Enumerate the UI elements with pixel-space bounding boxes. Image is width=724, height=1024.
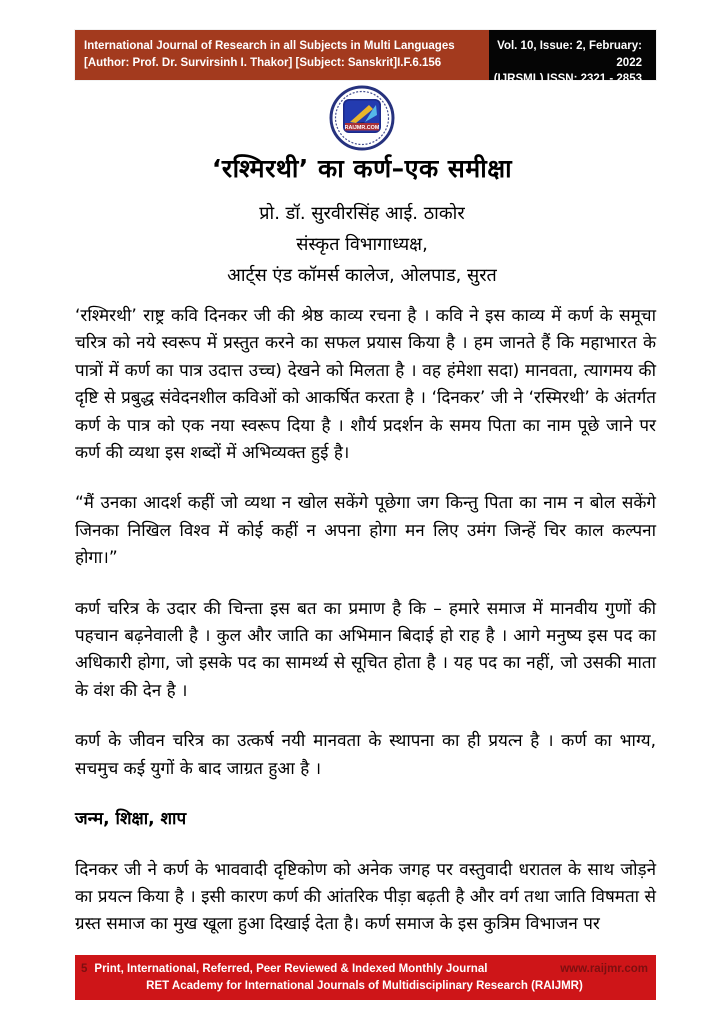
footer-line1 [81, 961, 648, 978]
author-designation: संस्कृत विभागाध्यक्ष, [296, 234, 428, 255]
footer-journal-type: Print, International, Referred, Peer Reviewed & Indexed Monthly Journal [94, 963, 488, 975]
footer-website: www.raijmr.com [560, 963, 648, 975]
body-paragraph-1: ‘रश्मिरथी’ राष्ट्र कवि दिनकर जी की श्रेष्ठ काव्य रचना है । कवि ने इस काव्य में कर्ण के समूचा चरित्र को नये स्वरूप में प्रस्तुत करने का सफल प्रयास किया है । हम जानते हैं कि महाभारत के पात्रों में कर्ण का पात्र उदात्त उच्च) देखने को मिलता है । वह हंमेशा सदा) मानवता, त्यागमय की दृष्टि से प्रबुद्ध संवेदनशील कविओं को आकर्षित करता है । ‘दिनकर’ जी ने ‘रस्मिरथी’ के अंतर्गत कर्ण के पात्र को एक नया स्वरूप दिया है । शौर्य प्रदर्शन के समय पिता का नाम पूछे जाने पर कर्ण की व्यथा इस शब्दों में अभिव्यक्त हुई है। [75, 306, 656, 464]
journal-header [75, 30, 656, 85]
page-title: ‘रश्मिरथी’ का कर्ण–एक समीक्षा [211, 154, 513, 183]
journal-name: International Journal of Research in all Subjects in Multi Languages [84, 40, 455, 52]
journal-footer [75, 955, 656, 1000]
section-heading: जन्म, शिक्षा, शाप [75, 809, 187, 830]
raijmr-logo-icon [329, 85, 395, 151]
body-paragraph-4: दिनकर जी ने कर्ण के भाववादी दृष्टिकोण को अनेक जगह पर वस्तुवादी धरातल के साथ जोड़ने का प्रयत्न किया है । इसी कारण कर्ण की आंतरिक पीड़ा बढ़ती है और वर्ग तथा जाति विषमता से ग्रस्त समाज का मुख खूला हुआ दिखाई देता है। कर्ण समाज के इस कुत्रिम विभाजन पर [75, 859, 656, 935]
body-paragraph-3: कर्ण के जीवन चरित्र का उत्कर्ष नयी मानवता के स्थापना का ही प्रयत्न है । कर्ण का भाग्य, सचमुच कई युगों के बाद जाग्रत हुआ है । [75, 731, 656, 779]
journal-header-right [489, 30, 656, 85]
author-affiliation: आर्ट्स एंड कॉमर्स कालेज, ओलपाड, सुरत [227, 265, 497, 286]
page-number: 5 [81, 963, 88, 975]
quote-paragraph: “मैं उनका आदर्श कहीं जो व्यथा न खोल सकेंगे पूछेगा जग किन्तु पिता का नाम न बोल सकेंगे जिनका निखिल विश्व में कोई कहीं न अपना होगा मन लिए उमंग जिन्हें चिर काल कल्पना होगा।” [75, 493, 656, 569]
issn: (IJRSML) ISSN: 2321 - 2853 [493, 73, 642, 85]
volume-issue: Vol. 10, Issue: 2, February: 2022 [497, 40, 642, 69]
journal-header-left [75, 30, 489, 80]
author-block [0, 198, 724, 291]
logo-text: RAIJMR.COM [344, 125, 380, 131]
body-paragraph-2: कर्ण चरित्र के उदार की चिन्ता इस बत का प्रमाण है कि – हमारे समाज में मानवीय गुणों की पहचान बढ़नेवाली है । कुल और जाति का अभिमान बिदाई हो राह है । आगे मनुष्य इस पद का अधिकारी होगा, जो इसके पद का सामर्थ्य से सूचित होता है । यह पद का नहीं, जो उसकी माता के वंश की देन है । [75, 598, 656, 701]
author-subject-line: [Author: Prof. Dr. Survirsinh I. Thakor] [Subject: Sanskrit]I.F.6.156 [84, 56, 442, 69]
article-body [75, 303, 656, 962]
author-name: प्रो. डॉ. सुरवीरसिंह आई. ठाकोर [259, 203, 465, 224]
footer-academy: RET Academy for International Journals of Multidisciplinary Research (RAIJMR) [146, 979, 583, 992]
